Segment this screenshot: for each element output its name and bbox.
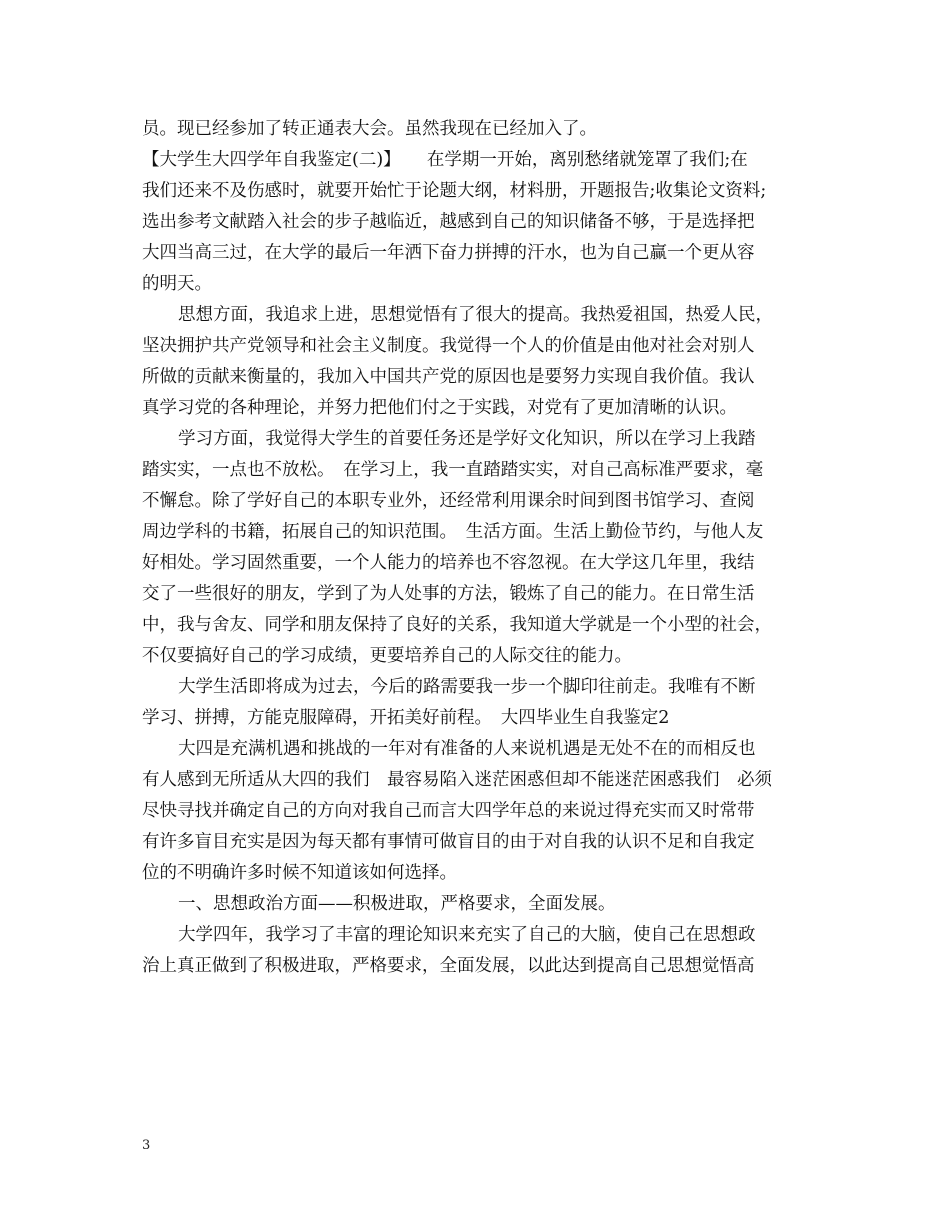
text-line: 不懈怠。除了学好自己的本职专业外，还经常利用课余时间到图书馆学习、查阅 <box>142 491 755 511</box>
text-line: 周边学科的书籍，拓展自己的知识范围。 生活方面。生活上勤俭节约，与他人友 <box>142 522 764 542</box>
section-heading-line: 【大学生大四学年自我鉴定(二)】 在学期一开始，离别愁绪就笼罩了我们;在 <box>142 150 748 170</box>
text-line: 有许多盲目充实是因为每天都有事情可做盲目的由于对自我的认识不足和自我定 <box>142 832 755 852</box>
text-line: 有人感到无所适从大四的我们 最容易陷入迷茫困惑但却不能迷茫困惑我们 必须 <box>142 770 772 790</box>
text-line: 所做的贡献来衡量的，我加入中国共产党的原因也是要努力实现自我价值。我认 <box>142 367 755 387</box>
text-line: 好相处。学习固然重要，一个人能力的培养也不容忽视。在大学这几年里，我结 <box>142 553 755 573</box>
page-number: 3 <box>142 1138 151 1153</box>
text-line: 踏实实，一点也不放松。 在学习上，我一直踏踏实实，对自己高标准严要求，毫 <box>142 460 764 480</box>
text-line: 不仅要搞好自己的学习成绩，更要培养自己的人际交往的能力。 <box>142 646 632 666</box>
paragraph-first-line: 学习方面，我觉得大学生的首要任务还是学好文化知识，所以在学习上我踏 <box>178 429 756 449</box>
text-line: 交了一些很好的朋友，学到了为人处事的方法，锻炼了自己的能力。在日常生活 <box>142 584 755 604</box>
text-line: 的明天。 <box>142 274 212 294</box>
paragraph-first-line: 大学四年，我学习了丰富的理论知识来充实了自己的大脑，使自己在思想政 <box>178 925 756 945</box>
text-line: 选出参考文献踏入社会的步子越临近，越感到自己的知识储备不够，于是选择把 <box>142 212 755 232</box>
body-text <box>142 114 822 982</box>
paragraph-first-line: 大四是充满机遇和挑战的一年对有准备的人来说机遇是无处不在的而相反也 <box>178 739 756 759</box>
text-line: 治上真正做到了积极进取，严格要求，全面发展，以此达到提高自己思想觉悟高 <box>142 956 755 976</box>
section-heading-line: 一、思想政治方面——积极进取，严格要求，全面发展。 <box>178 894 616 914</box>
paragraph-first-line: 大学生活即将成为过去，今后的路需要我一步一个脚印往前走。我唯有不断 <box>178 677 756 697</box>
text-line: 学习、拼搏，方能克服障碍，开拓美好前程。 大四毕业生自我鉴定2 <box>142 708 670 728</box>
text-line: 位的不明确许多时候不知道该如何选择。 <box>142 863 457 883</box>
text-line: 我们还来不及伤感时，就要开始忙于论题大纲，材料册，开题报告;收集论文资料; <box>142 181 767 201</box>
text-line: 坚决拥护共产党领导和社会主义制度。我觉得一个人的价值是由他对社会对别人 <box>142 336 755 356</box>
text-line: 中，我与舍友、同学和朋友保持了良好的关系，我知道大学就是一个小型的社会， <box>142 615 772 635</box>
text-line: 尽快寻找并确定自己的方向对我自己而言大四学年总的来说过得充实而又时常带 <box>142 801 755 821</box>
paragraph-first-line: 思想方面，我追求上进，思想觉悟有了很大的提高。我热爱祖国，热爱人民， <box>178 305 773 325</box>
text-line: 员。现已经参加了转正通表大会。虽然我现在已经加入了。 <box>142 119 597 139</box>
text-line: 真学习党的各种理论，并努力把他们付之于实践，对党有了更加清晰的认识。 <box>142 398 737 418</box>
text-line: 大四当高三过，在大学的最后一年洒下奋力拼搏的汗水，也为自己赢一个更从容 <box>142 243 755 263</box>
